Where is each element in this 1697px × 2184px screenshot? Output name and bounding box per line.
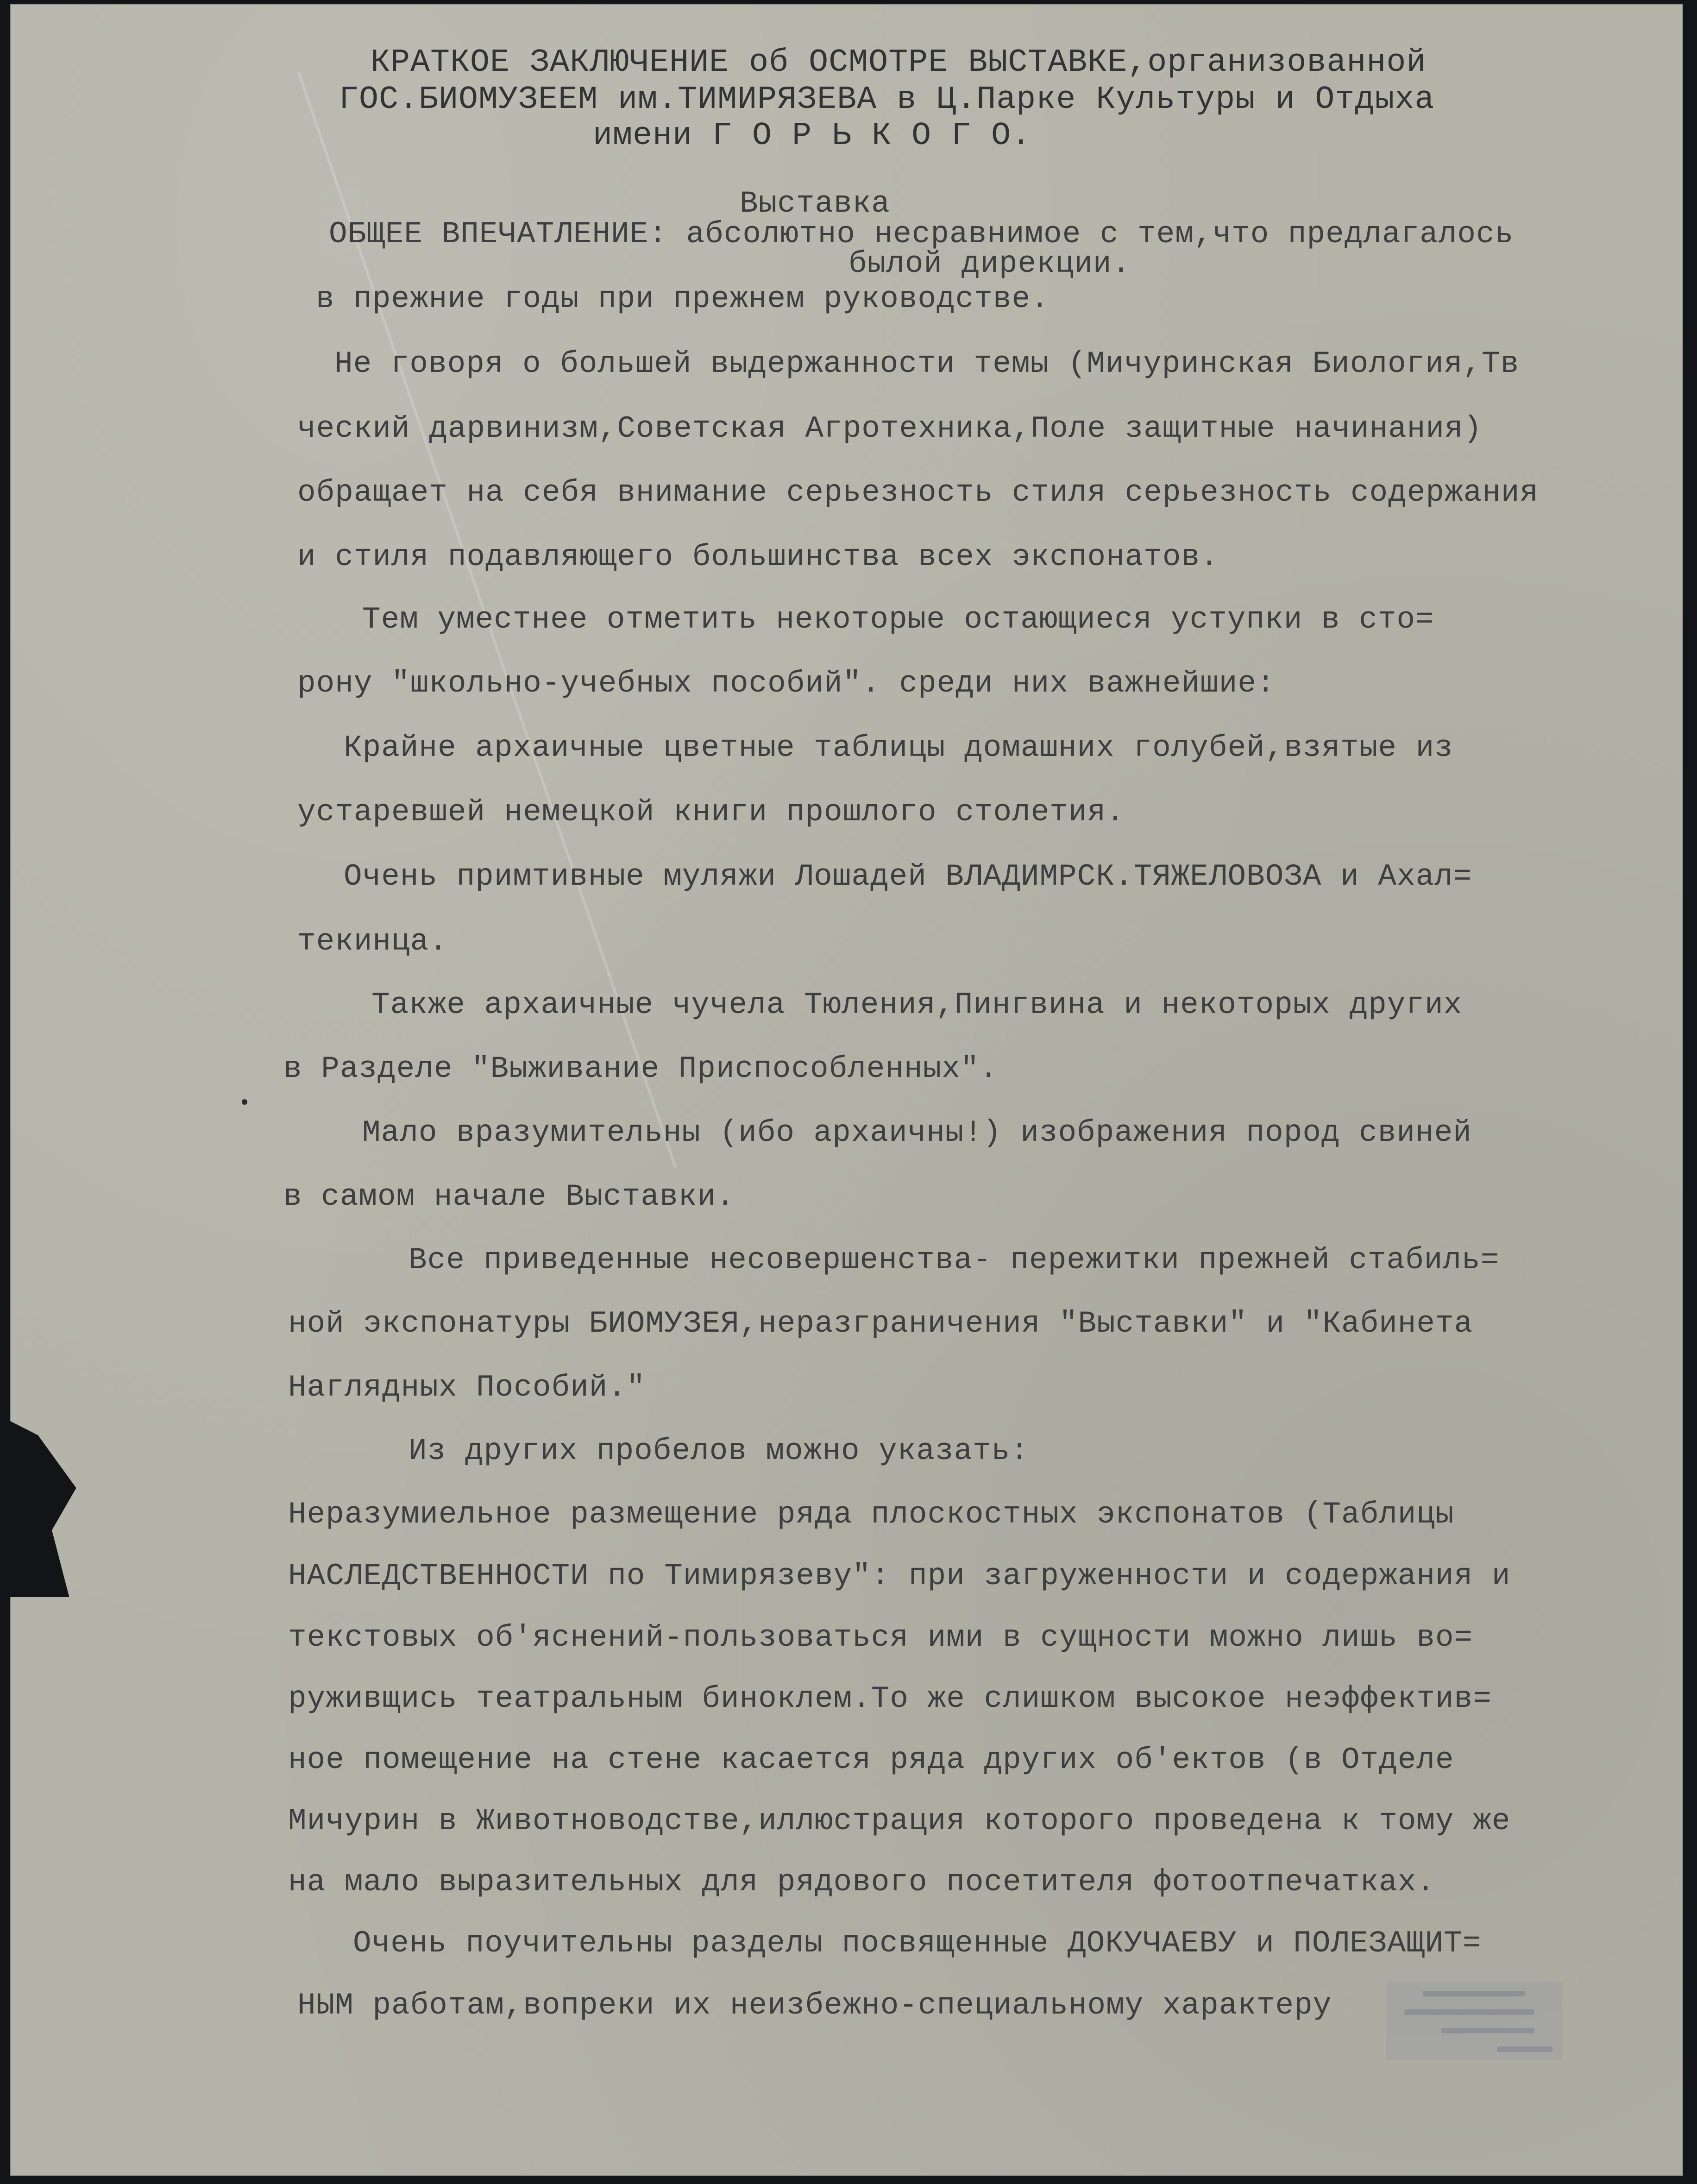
document-title-line-2: ГОС.БИОМУЗЕЕМ им.ТИМИРЯЗЕВА в Ц.Парке Культуры и Отдыха xyxy=(339,82,1435,118)
body-line-6: ческий дарвинизм,Советская Агротехника,Поле защитные начинания) xyxy=(297,411,1483,446)
body-line-30: Очень поучительны разделы посвященные ДОКУЧАЕВУ и ПОЛЕЗАЩИТ= xyxy=(353,1926,1482,1961)
body-line-31: НЫМ работам,вопреки их неизбежно-специальному характеру xyxy=(297,1988,1332,2023)
body-line-10: рону "школьно-учебных пособий". среди них важнейшие: xyxy=(297,666,1276,701)
body-line-11: Крайне архаичные цветные таблицы домашних голубей,взятые из xyxy=(344,730,1453,765)
body-line-28: Мичурин в Животноводстве,иллюстрация которого проведена к тому же xyxy=(288,1804,1511,1838)
body-line-12: устаревшей немецкой книги прошлого столетия. xyxy=(297,795,1125,830)
body-line-24: НАСЛЕДСТВЕННОСТИ по Тимирязеву": при загруженности и содержания и xyxy=(288,1559,1511,1593)
body-line-5: Не говоря о большей выдержанности темы (Мичуринская Биология,Тв xyxy=(334,346,1520,381)
stamp-mark xyxy=(1404,2009,1534,2015)
body-line-19: Все приведенные несовершенства- пережитки прежней стабиль= xyxy=(409,1243,1500,1278)
body-line-15: Также архаичные чучела Тюления,Пингвина и некоторых других xyxy=(371,988,1463,1022)
document-title-line-1: КРАТКОЕ ЗАКЛЮЧЕНИЕ об ОСМОТРЕ ВЫСТАВКЕ,организованной xyxy=(371,44,1427,81)
body-line-13: Очень примтивные муляжи Лошадей ВЛАДИМРСК.ТЯЖЕЛОВОЗА и Ахал= xyxy=(344,859,1472,894)
body-line-16: в Разделе "Выживание Приспособленных". xyxy=(283,1051,999,1086)
body-line-23: Неразумиельное размещение ряда плоскостных экспонатов (Таблицы xyxy=(288,1497,1454,1532)
body-line-2: ОБЩЕЕ ВПЕЧАТЛЕНИЕ: абсолютно несравнимое с тем,что предлагалось xyxy=(329,217,1514,252)
body-line-22: Из других пробелов можно указать: xyxy=(409,1434,1030,1468)
body-line-21: Наглядных Пособий." xyxy=(288,1370,646,1405)
document-title-line-3: имени Г О Р Ь К О Г О. xyxy=(593,118,1031,154)
body-line-25: текстовых об'яснений-пользоваться ими в сущности можно лишь во= xyxy=(288,1620,1473,1655)
faded-archive-stamp xyxy=(1386,1982,1562,2060)
body-line-9: Тем уместнее отметить некоторые остающиеся уступки в сто= xyxy=(362,602,1434,637)
body-line-8: и стиля подавляющего большинства всех экспонатов. xyxy=(297,540,1219,574)
ink-dot xyxy=(242,1099,247,1105)
body-line-29: на мало выразительных для рядового посетителя фотоотпечатках. xyxy=(288,1865,1435,1900)
body-line-7: обращает на себя внимание серьезность стиля серьезность содержания xyxy=(297,475,1539,510)
body-line-18: в самом начале Выставки. xyxy=(283,1179,735,1214)
body-line-26: руживщись театральным биноклем.То же слишком высокое неэффектив= xyxy=(288,1681,1492,1716)
body-line-20: ной экспонатуры БИОМУЗЕЯ,неразграничения "Выставки" и "Кабинета xyxy=(288,1306,1473,1341)
stamp-mark xyxy=(1441,2028,1534,2033)
body-line-17: Мало вразумительны (ибо архаичны!) изображения пород свиней xyxy=(362,1115,1472,1150)
paper-tear xyxy=(10,1421,80,1597)
document-sheet xyxy=(10,4,1683,2176)
body-line-1: Выставка xyxy=(740,186,890,221)
stamp-mark xyxy=(1497,2046,1552,2052)
body-line-4: в прежние годы при прежнем руководстве. xyxy=(316,282,1050,316)
body-line-3: былой дирекции. xyxy=(848,246,1131,281)
body-line-27: ное помещение на стене касается ряда других об'ектов (в Отделе xyxy=(288,1743,1454,1777)
stamp-mark xyxy=(1423,1991,1525,1996)
body-line-14: текинца. xyxy=(297,924,448,959)
